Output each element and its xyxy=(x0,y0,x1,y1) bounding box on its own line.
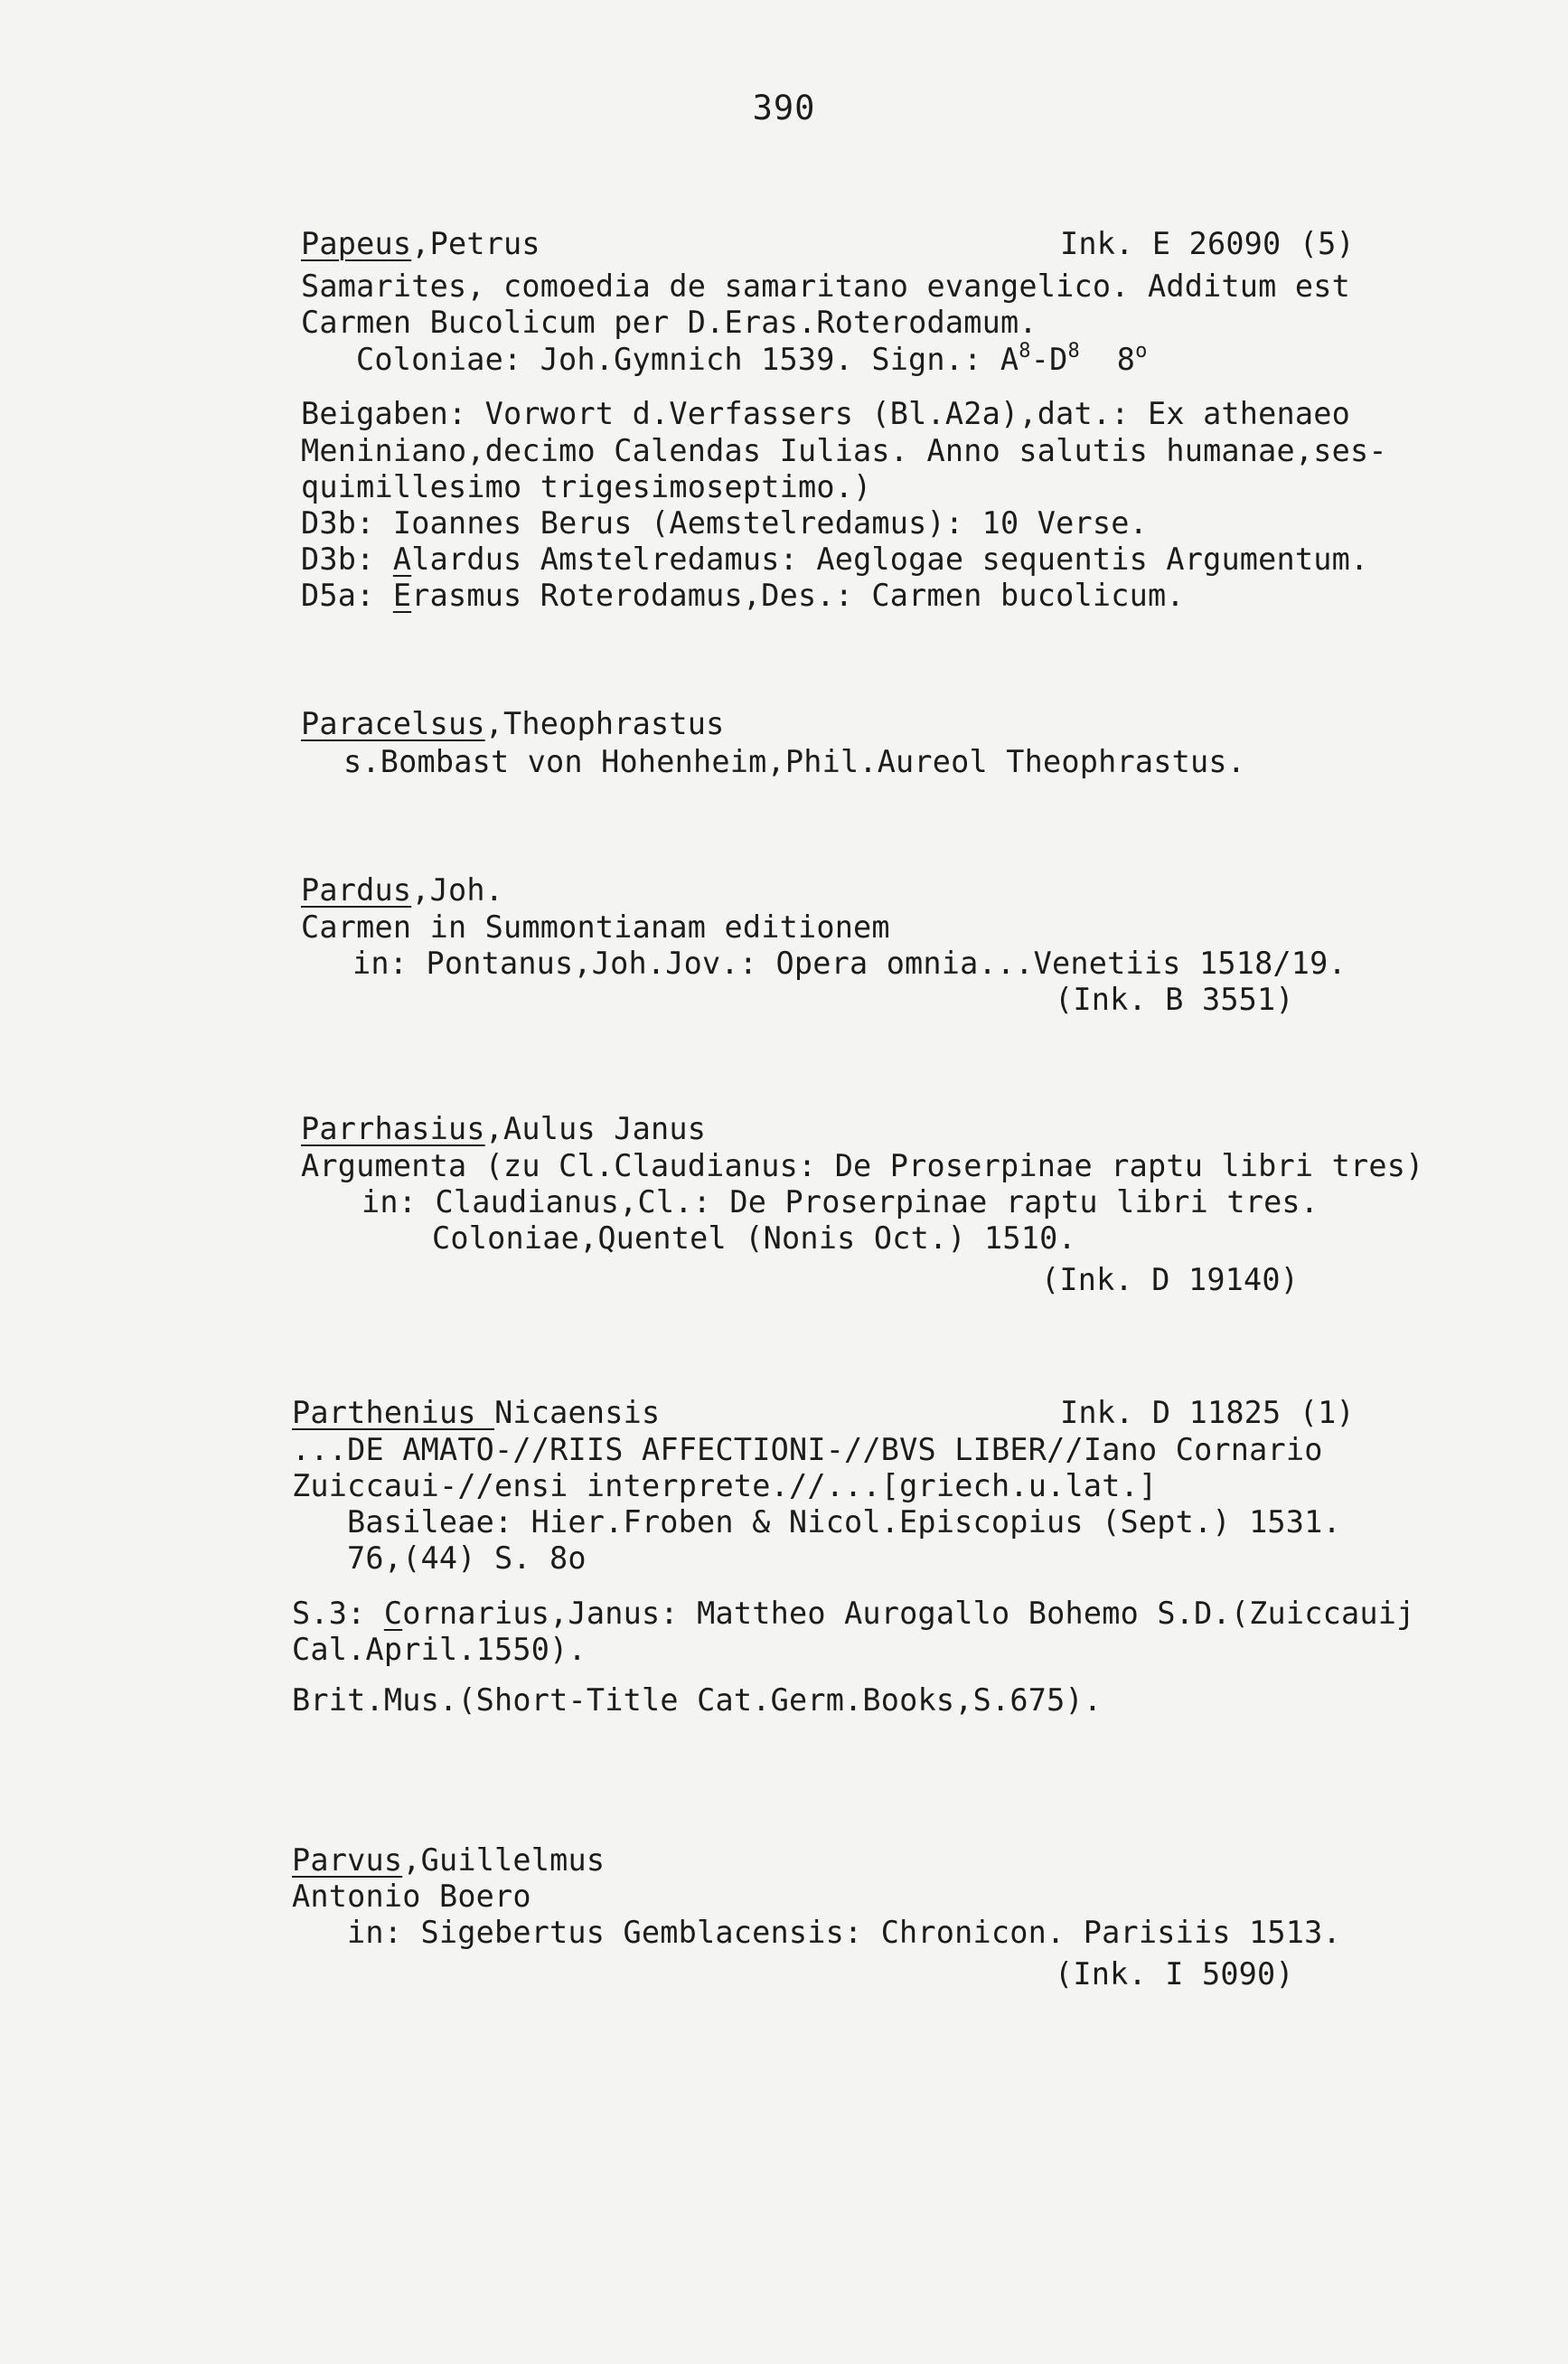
entry-heading xyxy=(301,1111,706,1147)
source-line: in: Sigebertus Gemblacensis: Chronicon. Parisiis 1513. xyxy=(347,1915,1341,1950)
entry-heading xyxy=(301,872,503,909)
signature-exponent: 8 xyxy=(1067,340,1080,363)
format-degree: o xyxy=(1135,340,1148,363)
collation-line: 76,(44) S. 8o xyxy=(347,1540,587,1576)
title-line: Samarites, comoedia de samaritano evangelico. Additum est xyxy=(301,268,1351,304)
leaf-ref: D3b: xyxy=(301,542,393,577)
note-line: D3b: Ioannes Berus (Aemstelredamus): 10 Verse. xyxy=(301,505,1148,541)
initial-underlined: E xyxy=(392,578,412,613)
page-number: 390 xyxy=(752,89,816,127)
shelfmark: Ink. D 11825 (1) xyxy=(1060,1395,1355,1430)
title-line: Antonio Boero xyxy=(292,1879,531,1914)
leaf-ref: S.3: xyxy=(292,1596,384,1631)
title-line: Zuiccaui-//ensi interprete.//...[griech.u.lat.] xyxy=(292,1468,1158,1503)
imprint-text: Coloniae: Joh.Gymnich 1539. Sign.: A xyxy=(356,342,1019,377)
author-surname: Parvus xyxy=(292,1842,403,1878)
source-line: in: Claudianus,Cl.: De Proserpinae raptu libri tres. xyxy=(361,1184,1319,1220)
shelfmark: (Ink. B 3551) xyxy=(1055,982,1294,1017)
note-line: Beigaben: Vorwort d.Verfassers (Bl.A2a),dat.: Ex athenaeo xyxy=(301,396,1351,431)
note-line: Cal.April.1550). xyxy=(292,1632,587,1667)
note-text: lardus Amstelredamus: Aeglogae sequentis Argumentum. xyxy=(411,542,1369,577)
author-surname: Pardus xyxy=(301,872,412,908)
title-line: Argumenta (zu Cl.Claudianus: De Proserpinae raptu libri tres) xyxy=(301,1148,1424,1183)
author-surname: Paracelsus xyxy=(301,706,485,741)
initial-underlined: A xyxy=(392,542,412,577)
signature-exponent: 8 xyxy=(1019,340,1031,363)
note-line xyxy=(301,542,1368,578)
author-surname: Parrhasius xyxy=(301,1111,485,1146)
shelfmark: (Ink. I 5090) xyxy=(1055,1956,1294,1992)
shelfmark: (Ink. D 19140) xyxy=(1041,1262,1300,1297)
imprint-line: Coloniae,Quentel (Nonis Oct.) 1510. xyxy=(432,1220,1076,1256)
author-forename: Nicaensis xyxy=(494,1395,661,1430)
imprint-line xyxy=(356,342,1148,378)
entry-heading xyxy=(301,226,540,262)
signature-range: -D xyxy=(1030,342,1068,377)
reference-line: Brit.Mus.(Short-Title Cat.Germ.Books,S.675). xyxy=(292,1682,1103,1718)
imprint-line: Basileae: Hier.Froben & Nicol.Episcopius (Sept.) 1531. xyxy=(347,1504,1341,1540)
author-forename: ,Aulus Janus xyxy=(484,1111,707,1146)
initial-underlined: C xyxy=(383,1596,403,1631)
cross-reference: s.Bombast von Hohenheim,Phil.Aureol Theophrastus. xyxy=(343,744,1246,779)
note-line xyxy=(292,1596,1415,1632)
author-surname: Parthenius xyxy=(292,1395,495,1430)
shelfmark: Ink. E 26090 (5) xyxy=(1060,226,1355,261)
author-surname: Papeus xyxy=(301,226,412,261)
entry-heading xyxy=(292,1395,660,1431)
title-line: Carmen Bucolicum per D.Eras.Roterodamum. xyxy=(301,305,1038,340)
note-line: Meniniano,decimo Calendas Iulias. Anno salutis humanae,ses- xyxy=(301,433,1387,468)
author-forename: ,Petrus xyxy=(411,226,540,261)
leaf-ref: D5a: xyxy=(301,578,393,613)
author-forename: ,Theophrastus xyxy=(484,706,725,741)
format-gap xyxy=(1080,342,1117,377)
note-line: quimillesimo trigesimoseptimo.) xyxy=(301,469,872,504)
title-line: Carmen in Summontianam editionem xyxy=(301,909,890,945)
author-forename: ,Guillelmus xyxy=(402,1842,606,1878)
note-text: rasmus Roterodamus,Des.: Carmen bucolicum. xyxy=(411,578,1185,613)
source-line: in: Pontanus,Joh.Jov.: Opera omnia...Venetiis 1518/19. xyxy=(352,946,1347,981)
author-forename: ,Joh. xyxy=(411,872,504,908)
note-line xyxy=(301,578,1185,614)
format: 8 xyxy=(1116,342,1136,377)
title-line: ...DE AMATO-//RIIS AFFECTIONI-//BVS LIBER//Iano Cornario xyxy=(292,1432,1323,1467)
note-text: ornarius,Janus: Mattheo Aurogallo Bohemo S.D.(Zuiccauij xyxy=(402,1596,1415,1631)
entry-heading xyxy=(301,706,724,742)
entry-heading xyxy=(292,1842,605,1879)
